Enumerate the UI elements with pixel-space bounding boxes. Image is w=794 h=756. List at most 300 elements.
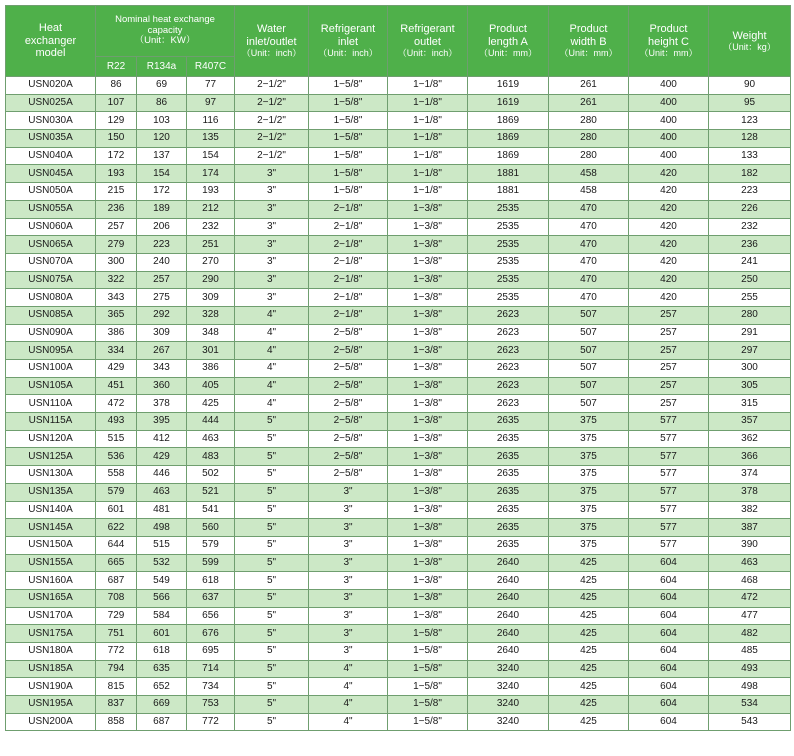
cell-length: 1619 (468, 94, 549, 112)
cell-length: 2535 (468, 236, 549, 254)
cell-width: 458 (549, 165, 629, 183)
cell-r22: 334 (96, 342, 137, 360)
cell-r22: 107 (96, 94, 137, 112)
cell-weight: 280 (709, 306, 791, 324)
cell-water: 3" (235, 165, 309, 183)
cell-model: USN025A (6, 94, 96, 112)
cell-height: 577 (629, 501, 709, 519)
cell-width: 470 (549, 218, 629, 236)
cell-r22: 386 (96, 324, 137, 342)
cell-outlet: 1−1/8" (388, 112, 468, 130)
cell-r22: 665 (96, 554, 137, 572)
cell-model: USN155A (6, 554, 96, 572)
cell-length: 2535 (468, 271, 549, 289)
cell-height: 420 (629, 271, 709, 289)
cell-height: 604 (629, 678, 709, 696)
cell-r22: 729 (96, 607, 137, 625)
cell-width: 425 (549, 625, 629, 643)
cell-inlet: 3" (309, 519, 388, 537)
cell-width: 470 (549, 200, 629, 218)
table-row (6, 77, 791, 95)
cell-r407: 116 (187, 112, 235, 130)
cell-outlet: 1−3/8" (388, 536, 468, 554)
cell-inlet: 3" (309, 554, 388, 572)
cell-width: 470 (549, 271, 629, 289)
cell-r22: 236 (96, 200, 137, 218)
cell-r134: 267 (137, 342, 187, 360)
cell-weight: 223 (709, 183, 791, 201)
cell-water: 5" (235, 589, 309, 607)
cell-model: USN085A (6, 306, 96, 324)
cell-r22: 322 (96, 271, 137, 289)
cell-height: 604 (629, 625, 709, 643)
cell-r22: 300 (96, 253, 137, 271)
table-row (6, 306, 791, 324)
cell-r22: 279 (96, 236, 137, 254)
cell-height: 257 (629, 395, 709, 413)
cell-r134: 515 (137, 536, 187, 554)
cell-outlet: 1−5/8" (388, 678, 468, 696)
cell-weight: 90 (709, 77, 791, 95)
cell-width: 425 (549, 713, 629, 731)
cell-inlet: 3" (309, 607, 388, 625)
table-row (6, 112, 791, 130)
cell-r22: 815 (96, 678, 137, 696)
cell-height: 577 (629, 448, 709, 466)
cell-width: 507 (549, 342, 629, 360)
cell-model: USN185A (6, 660, 96, 678)
cell-weight: 250 (709, 271, 791, 289)
cell-length: 1619 (468, 77, 549, 95)
cell-model: USN145A (6, 519, 96, 537)
cell-weight: 232 (709, 218, 791, 236)
cell-outlet: 1−3/8" (388, 324, 468, 342)
cell-r134: 360 (137, 377, 187, 395)
cell-weight: 387 (709, 519, 791, 537)
cell-weight: 543 (709, 713, 791, 731)
header-width: Product width B （Unit：mm） (549, 6, 629, 77)
cell-inlet: 1−5/8" (309, 112, 388, 130)
cell-height: 577 (629, 483, 709, 501)
cell-r22: 687 (96, 572, 137, 590)
table-row (6, 324, 791, 342)
cell-water: 5" (235, 554, 309, 572)
table-row (6, 660, 791, 678)
table-row (6, 289, 791, 307)
cell-r134: 223 (137, 236, 187, 254)
cell-inlet: 3" (309, 536, 388, 554)
cell-r22: 772 (96, 643, 137, 661)
cell-water: 2−1/2" (235, 77, 309, 95)
cell-height: 604 (629, 643, 709, 661)
cell-width: 375 (549, 501, 629, 519)
cell-weight: 133 (709, 147, 791, 165)
cell-r407: 637 (187, 589, 235, 607)
cell-weight: 463 (709, 554, 791, 572)
cell-water: 5" (235, 643, 309, 661)
cell-r134: 154 (137, 165, 187, 183)
cell-r134: 635 (137, 660, 187, 678)
cell-width: 507 (549, 306, 629, 324)
cell-width: 425 (549, 554, 629, 572)
cell-r22: 472 (96, 395, 137, 413)
cell-width: 280 (549, 112, 629, 130)
cell-outlet: 1−3/8" (388, 554, 468, 572)
spec-table (5, 5, 791, 731)
cell-inlet: 4" (309, 660, 388, 678)
cell-weight: 472 (709, 589, 791, 607)
cell-r134: 275 (137, 289, 187, 307)
cell-r22: 86 (96, 77, 137, 95)
cell-water: 5" (235, 519, 309, 537)
cell-r407: 695 (187, 643, 235, 661)
cell-model: USN100A (6, 360, 96, 378)
cell-r407: 301 (187, 342, 235, 360)
cell-model: USN035A (6, 130, 96, 148)
cell-height: 577 (629, 466, 709, 484)
cell-outlet: 1−3/8" (388, 271, 468, 289)
cell-height: 400 (629, 130, 709, 148)
cell-outlet: 1−5/8" (388, 643, 468, 661)
cell-model: USN020A (6, 77, 96, 95)
cell-model: USN130A (6, 466, 96, 484)
cell-water: 2−1/2" (235, 130, 309, 148)
cell-length: 1869 (468, 147, 549, 165)
cell-height: 577 (629, 536, 709, 554)
cell-water: 5" (235, 466, 309, 484)
cell-model: USN095A (6, 342, 96, 360)
cell-r134: 669 (137, 696, 187, 714)
cell-r22: 493 (96, 413, 137, 431)
cell-r22: 451 (96, 377, 137, 395)
cell-height: 604 (629, 589, 709, 607)
cell-r134: 378 (137, 395, 187, 413)
cell-r134: 395 (137, 413, 187, 431)
cell-r22: 257 (96, 218, 137, 236)
cell-water: 5" (235, 483, 309, 501)
cell-width: 425 (549, 660, 629, 678)
cell-outlet: 1−1/8" (388, 77, 468, 95)
cell-weight: 128 (709, 130, 791, 148)
cell-r134: 172 (137, 183, 187, 201)
header-length: Product length A （Unit：mm） (468, 6, 549, 77)
cell-r22: 150 (96, 130, 137, 148)
table-row (6, 572, 791, 590)
cell-width: 425 (549, 572, 629, 590)
cell-length: 2623 (468, 324, 549, 342)
cell-width: 425 (549, 607, 629, 625)
cell-r134: 429 (137, 448, 187, 466)
table-row (6, 377, 791, 395)
cell-width: 425 (549, 678, 629, 696)
cell-water: 4" (235, 306, 309, 324)
header-weight: Weight （Unit：kg） (709, 6, 791, 77)
cell-r22: 343 (96, 289, 137, 307)
cell-water: 4" (235, 395, 309, 413)
cell-water: 5" (235, 413, 309, 431)
cell-r134: 687 (137, 713, 187, 731)
cell-length: 1881 (468, 183, 549, 201)
cell-length: 2623 (468, 377, 549, 395)
cell-r134: 86 (137, 94, 187, 112)
cell-r407: 656 (187, 607, 235, 625)
cell-model: USN065A (6, 236, 96, 254)
cell-r407: 97 (187, 94, 235, 112)
cell-outlet: 1−3/8" (388, 448, 468, 466)
cell-model: USN165A (6, 589, 96, 607)
cell-width: 375 (549, 466, 629, 484)
cell-weight: 95 (709, 94, 791, 112)
cell-inlet: 2−5/8" (309, 466, 388, 484)
table-row (6, 696, 791, 714)
cell-r134: 206 (137, 218, 187, 236)
cell-inlet: 2−5/8" (309, 413, 388, 431)
cell-r22: 837 (96, 696, 137, 714)
header-ref-outlet: Refrigerant outlet （Unit：inch） (388, 6, 468, 77)
cell-length: 2635 (468, 448, 549, 466)
cell-height: 400 (629, 77, 709, 95)
cell-r407: 405 (187, 377, 235, 395)
cell-inlet: 3" (309, 643, 388, 661)
table-row (6, 607, 791, 625)
cell-inlet: 2−5/8" (309, 342, 388, 360)
cell-inlet: 2−1/8" (309, 253, 388, 271)
cell-outlet: 1−5/8" (388, 713, 468, 731)
cell-outlet: 1−5/8" (388, 696, 468, 714)
cell-width: 261 (549, 77, 629, 95)
table-row (6, 218, 791, 236)
header-height: Product height C （Unit：mm） (629, 6, 709, 77)
cell-r134: 343 (137, 360, 187, 378)
cell-r22: 429 (96, 360, 137, 378)
table-row (6, 713, 791, 731)
cell-width: 375 (549, 430, 629, 448)
cell-width: 375 (549, 483, 629, 501)
table-row (6, 130, 791, 148)
cell-weight: 123 (709, 112, 791, 130)
cell-r407: 77 (187, 77, 235, 95)
cell-model: USN120A (6, 430, 96, 448)
cell-water: 5" (235, 660, 309, 678)
cell-outlet: 1−3/8" (388, 377, 468, 395)
cell-r407: 714 (187, 660, 235, 678)
cell-water: 3" (235, 253, 309, 271)
cell-r22: 558 (96, 466, 137, 484)
cell-length: 3240 (468, 678, 549, 696)
table-row (6, 360, 791, 378)
cell-inlet: 2−1/8" (309, 271, 388, 289)
cell-height: 604 (629, 572, 709, 590)
cell-water: 3" (235, 271, 309, 289)
cell-outlet: 1−3/8" (388, 607, 468, 625)
header-model: Heat exchanger model (6, 6, 96, 77)
cell-outlet: 1−3/8" (388, 360, 468, 378)
cell-length: 2535 (468, 218, 549, 236)
cell-r134: 446 (137, 466, 187, 484)
cell-weight: 226 (709, 200, 791, 218)
cell-inlet: 2−5/8" (309, 377, 388, 395)
cell-r407: 502 (187, 466, 235, 484)
cell-weight: 482 (709, 625, 791, 643)
cell-inlet: 2−5/8" (309, 430, 388, 448)
cell-water: 5" (235, 607, 309, 625)
cell-length: 2640 (468, 554, 549, 572)
cell-model: USN150A (6, 536, 96, 554)
cell-water: 5" (235, 678, 309, 696)
cell-r134: 137 (137, 147, 187, 165)
cell-outlet: 1−3/8" (388, 200, 468, 218)
cell-weight: 485 (709, 643, 791, 661)
cell-weight: 534 (709, 696, 791, 714)
cell-r407: 541 (187, 501, 235, 519)
cell-model: USN135A (6, 483, 96, 501)
cell-r134: 618 (137, 643, 187, 661)
header-r22: R22 (96, 57, 137, 77)
cell-outlet: 1−1/8" (388, 130, 468, 148)
cell-model: USN080A (6, 289, 96, 307)
cell-r407: 328 (187, 306, 235, 324)
cell-outlet: 1−3/8" (388, 342, 468, 360)
cell-water: 2−1/2" (235, 94, 309, 112)
cell-r407: 193 (187, 183, 235, 201)
cell-inlet: 4" (309, 713, 388, 731)
cell-outlet: 1−1/8" (388, 147, 468, 165)
cell-inlet: 2−5/8" (309, 395, 388, 413)
cell-water: 3" (235, 289, 309, 307)
cell-length: 2635 (468, 483, 549, 501)
table-row (6, 536, 791, 554)
cell-r22: 579 (96, 483, 137, 501)
cell-outlet: 1−1/8" (388, 183, 468, 201)
cell-outlet: 1−3/8" (388, 289, 468, 307)
cell-width: 280 (549, 130, 629, 148)
cell-length: 3240 (468, 696, 549, 714)
cell-width: 425 (549, 643, 629, 661)
cell-r134: 189 (137, 200, 187, 218)
cell-r407: 599 (187, 554, 235, 572)
cell-model: USN195A (6, 696, 96, 714)
cell-length: 2623 (468, 306, 549, 324)
cell-length: 2640 (468, 625, 549, 643)
cell-length: 2623 (468, 342, 549, 360)
cell-water: 5" (235, 713, 309, 731)
cell-inlet: 3" (309, 501, 388, 519)
cell-length: 2640 (468, 607, 549, 625)
cell-length: 1869 (468, 112, 549, 130)
cell-inlet: 1−5/8" (309, 77, 388, 95)
cell-model: USN070A (6, 253, 96, 271)
cell-weight: 300 (709, 360, 791, 378)
cell-r407: 309 (187, 289, 235, 307)
cell-outlet: 1−3/8" (388, 572, 468, 590)
cell-weight: 291 (709, 324, 791, 342)
cell-inlet: 1−5/8" (309, 130, 388, 148)
cell-model: USN075A (6, 271, 96, 289)
cell-r134: 103 (137, 112, 187, 130)
header-water: Water inlet/outlet （Unit：inch） (235, 6, 309, 77)
table-row (6, 395, 791, 413)
cell-weight: 241 (709, 253, 791, 271)
cell-height: 604 (629, 554, 709, 572)
cell-height: 257 (629, 342, 709, 360)
cell-water: 5" (235, 430, 309, 448)
cell-r22: 751 (96, 625, 137, 643)
cell-outlet: 1−3/8" (388, 501, 468, 519)
cell-inlet: 3" (309, 625, 388, 643)
cell-length: 1869 (468, 130, 549, 148)
cell-r22: 365 (96, 306, 137, 324)
cell-outlet: 1−3/8" (388, 430, 468, 448)
table-row (6, 236, 791, 254)
cell-r407: 135 (187, 130, 235, 148)
cell-water: 5" (235, 448, 309, 466)
cell-inlet: 2−1/8" (309, 218, 388, 236)
cell-r134: 481 (137, 501, 187, 519)
cell-r407: 348 (187, 324, 235, 342)
cell-r22: 215 (96, 183, 137, 201)
table-row (6, 589, 791, 607)
cell-r407: 251 (187, 236, 235, 254)
cell-r407: 444 (187, 413, 235, 431)
cell-r134: 412 (137, 430, 187, 448)
cell-inlet: 1−5/8" (309, 147, 388, 165)
cell-width: 375 (549, 413, 629, 431)
cell-r22: 858 (96, 713, 137, 731)
cell-r407: 579 (187, 536, 235, 554)
table-row (6, 501, 791, 519)
cell-water: 5" (235, 536, 309, 554)
cell-water: 5" (235, 501, 309, 519)
cell-width: 425 (549, 696, 629, 714)
cell-length: 1881 (468, 165, 549, 183)
cell-model: USN030A (6, 112, 96, 130)
cell-weight: 382 (709, 501, 791, 519)
cell-r407: 676 (187, 625, 235, 643)
table-row (6, 94, 791, 112)
cell-outlet: 1−5/8" (388, 625, 468, 643)
cell-height: 420 (629, 236, 709, 254)
cell-weight: 477 (709, 607, 791, 625)
cell-width: 470 (549, 236, 629, 254)
cell-width: 470 (549, 289, 629, 307)
cell-r407: 290 (187, 271, 235, 289)
table-row (6, 625, 791, 643)
cell-length: 2635 (468, 519, 549, 537)
cell-length: 2640 (468, 589, 549, 607)
cell-model: USN060A (6, 218, 96, 236)
cell-outlet: 1−3/8" (388, 236, 468, 254)
table-row (6, 253, 791, 271)
cell-height: 400 (629, 112, 709, 130)
cell-inlet: 4" (309, 678, 388, 696)
cell-r134: 69 (137, 77, 187, 95)
cell-length: 2535 (468, 289, 549, 307)
table-row (6, 165, 791, 183)
cell-width: 425 (549, 589, 629, 607)
table-row (6, 147, 791, 165)
cell-length: 2635 (468, 501, 549, 519)
cell-r134: 498 (137, 519, 187, 537)
cell-height: 257 (629, 324, 709, 342)
table-row (6, 342, 791, 360)
cell-r134: 584 (137, 607, 187, 625)
cell-outlet: 1−3/8" (388, 253, 468, 271)
cell-length: 2623 (468, 360, 549, 378)
cell-r407: 154 (187, 147, 235, 165)
cell-inlet: 2−1/8" (309, 306, 388, 324)
cell-height: 604 (629, 607, 709, 625)
cell-model: USN160A (6, 572, 96, 590)
